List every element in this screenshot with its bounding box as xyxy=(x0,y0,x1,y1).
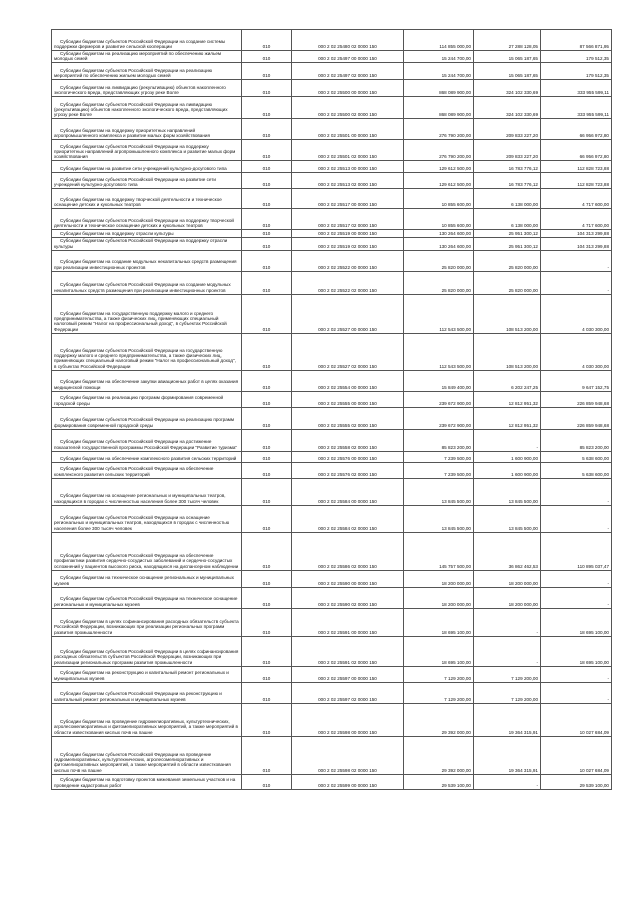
row-remaining-amount-cell: 18 695 100,00 xyxy=(541,608,612,636)
row-name-cell xyxy=(52,608,242,636)
row-approved-amount-cell: 129 612 500,00 xyxy=(404,173,474,189)
row-name-cell xyxy=(52,230,242,238)
table-row xyxy=(52,230,612,238)
row-admin-code-cell: 010 xyxy=(242,451,292,462)
table-row xyxy=(52,703,612,736)
row-executed-amount-cell: 12 812 951,32 xyxy=(474,407,541,429)
row-name-cell xyxy=(52,119,242,140)
row-budget-code-cell: 000 2 02 25500 02 0000 150 xyxy=(292,97,404,119)
row-name-text: Субсидии бюджетам субъектов Российской Федерации на реализацию мероприятий по обеспечению жильем молодых семей xyxy=(54,68,213,79)
row-budget-code-cell: 000 2 02 25517 02 0000 150 xyxy=(292,209,404,230)
row-name-cell xyxy=(52,63,242,80)
row-executed-amount-cell: 36 862 462,53 xyxy=(474,532,541,570)
row-approved-amount-cell: 13 845 500,00 xyxy=(404,478,474,505)
row-remaining-amount-cell: 10 027 684,09 xyxy=(541,703,612,736)
row-name-text: Субсидии бюджетам субъектов Российской Федерации на поддержку отрасли культуры xyxy=(54,238,228,249)
row-admin-code-cell: 010 xyxy=(242,682,292,703)
row-remaining-amount-cell: 226 859 948,68 xyxy=(541,407,612,429)
row-admin-code-cell: 010 xyxy=(242,333,292,370)
row-remaining-amount-cell: 333 955 599,11 xyxy=(541,80,612,97)
row-approved-amount-cell: 112 543 500,00 xyxy=(404,333,474,370)
row-admin-code-cell: 010 xyxy=(242,209,292,230)
table-row xyxy=(52,370,612,391)
table-row xyxy=(52,636,612,666)
row-executed-amount-cell: - xyxy=(474,429,541,451)
row-budget-code-cell: 000 2 02 25597 02 0000 150 xyxy=(292,682,404,703)
row-approved-amount-cell: 13 845 500,00 xyxy=(404,505,474,532)
row-approved-amount-cell: 129 612 500,00 xyxy=(404,161,474,173)
row-remaining-amount-cell: 5 638 600,00 xyxy=(541,462,612,478)
table-row xyxy=(52,173,612,189)
row-name-cell xyxy=(52,391,242,407)
table-row xyxy=(52,391,612,407)
row-budget-code-cell: 000 2 02 25591 00 0000 150 xyxy=(292,608,404,636)
row-admin-code-cell: 010 xyxy=(242,532,292,570)
row-name-text: Субсидии бюджетам субъектов Российской Федерации на развитие сети учреждений культурно-досугового типа xyxy=(54,177,216,188)
table-row xyxy=(52,140,612,161)
table-row xyxy=(52,80,612,97)
row-executed-amount-cell: 18 200 000,00 xyxy=(474,587,541,608)
row-name-cell xyxy=(52,587,242,608)
table-row xyxy=(52,570,612,587)
table-row xyxy=(52,505,612,532)
row-remaining-amount-cell: 179 512,35 xyxy=(541,63,612,80)
row-remaining-amount-cell: - xyxy=(541,250,612,271)
row-budget-code-cell: 000 2 02 25519 00 0000 150 xyxy=(292,230,404,238)
row-name-cell xyxy=(52,271,242,294)
row-name-text: Субсидии бюджетам на поддержку отрасли культуры xyxy=(60,231,174,237)
row-name-cell xyxy=(52,666,242,682)
row-remaining-amount-cell: 4 030 300,00 xyxy=(541,333,612,370)
row-executed-amount-cell: 13 845 500,00 xyxy=(474,505,541,532)
row-budget-code-cell: 000 2 02 25497 02 0000 150 xyxy=(292,63,404,80)
row-name-text: Субсидии бюджетам на создание модульных некапитальных средств размещения при реализации инвестиционных проектов xyxy=(54,259,237,270)
row-executed-amount-cell: 18 200 000,00 xyxy=(474,570,541,587)
table-row xyxy=(52,119,612,140)
row-remaining-amount-cell: - xyxy=(541,271,612,294)
row-remaining-amount-cell: 110 895 037,47 xyxy=(541,532,612,570)
row-admin-code-cell: 010 xyxy=(242,189,292,209)
row-admin-code-cell: 010 xyxy=(242,462,292,478)
row-budget-code-cell: 000 2 02 25522 02 0000 150 xyxy=(292,271,404,294)
row-budget-code-cell: 000 2 02 25597 00 0000 150 xyxy=(292,666,404,682)
row-name-text: Субсидии бюджетам на ликвидацию (рекультивацию) объектов накопленного экологического вреда, представляющих угрозу реке Волге xyxy=(54,85,226,96)
row-name-cell xyxy=(52,294,242,333)
row-budget-code-cell: 000 2 02 25527 02 0000 150 xyxy=(292,333,404,370)
row-approved-amount-cell: 239 672 900,00 xyxy=(404,407,474,429)
row-name-cell xyxy=(52,774,242,789)
table-row xyxy=(52,666,612,682)
table-row xyxy=(52,271,612,294)
row-remaining-amount-cell: 87 566 871,95 xyxy=(541,30,612,51)
row-name-text: Субсидии бюджетам субъектов Российской Федерации на достижение показателей государственной программы Российской Федерации "Развитие туризма" xyxy=(54,439,238,450)
row-admin-code-cell: 010 xyxy=(242,30,292,51)
row-name-text: Субсидии бюджетам на реализацию программ формирования современной городской среды xyxy=(54,395,224,406)
table-row xyxy=(52,51,612,63)
row-name-cell xyxy=(52,478,242,505)
row-executed-amount-cell: 16 783 776,12 xyxy=(474,173,541,189)
row-approved-amount-cell: 18 695 100,00 xyxy=(404,636,474,666)
row-name-cell xyxy=(52,97,242,119)
row-admin-code-cell: 010 xyxy=(242,429,292,451)
row-approved-amount-cell: 239 672 900,00 xyxy=(404,391,474,407)
row-budget-code-cell: 000 2 02 25501 00 0000 150 xyxy=(292,119,404,140)
row-budget-code-cell: 000 2 02 25519 02 0000 150 xyxy=(292,238,404,250)
row-remaining-amount-cell: - xyxy=(541,570,612,587)
row-remaining-amount-cell: 179 512,35 xyxy=(541,51,612,63)
row-approved-amount-cell: 145 757 500,00 xyxy=(404,532,474,570)
row-admin-code-cell: 010 xyxy=(242,230,292,238)
row-executed-amount-cell: 324 102 330,69 xyxy=(474,80,541,97)
row-approved-amount-cell: 85 823 200,00 xyxy=(404,429,474,451)
row-approved-amount-cell: 29 539 100,00 xyxy=(404,774,474,789)
row-executed-amount-cell: 15 065 187,65 xyxy=(474,51,541,63)
row-admin-code-cell: 010 xyxy=(242,370,292,391)
row-executed-amount-cell: 25 820 000,00 xyxy=(474,250,541,271)
row-budget-code-cell: 000 2 02 25497 00 0000 150 xyxy=(292,51,404,63)
row-admin-code-cell: 010 xyxy=(242,173,292,189)
table-row xyxy=(52,294,612,333)
row-approved-amount-cell: 25 820 000,00 xyxy=(404,250,474,271)
row-name-cell xyxy=(52,189,242,209)
row-name-text: Субсидии бюджетам субъектов Российской Федерации на поддержку приоритетных направлений агропромышленного комплекса и развитие малых форм хозяйствования xyxy=(54,143,236,160)
row-name-cell xyxy=(52,80,242,97)
row-approved-amount-cell: 18 200 000,00 xyxy=(404,570,474,587)
row-remaining-amount-cell: 4 717 600,00 xyxy=(541,209,612,230)
row-remaining-amount-cell: 66 956 972,80 xyxy=(541,119,612,140)
row-remaining-amount-cell: - xyxy=(541,505,612,532)
row-budget-code-cell: 000 2 02 25576 00 0000 150 xyxy=(292,451,404,462)
row-name-cell xyxy=(52,140,242,161)
row-admin-code-cell: 010 xyxy=(242,51,292,63)
table-row xyxy=(52,189,612,209)
row-executed-amount-cell: 16 783 776,12 xyxy=(474,161,541,173)
row-admin-code-cell: 010 xyxy=(242,238,292,250)
row-admin-code-cell: 010 xyxy=(242,271,292,294)
row-budget-code-cell: 000 2 02 25513 02 0000 150 xyxy=(292,173,404,189)
row-name-text: Субсидии бюджетам на развитие сети учреждений культурно-досугового типа xyxy=(60,166,227,172)
table-row xyxy=(52,774,612,789)
row-approved-amount-cell: 25 820 000,00 xyxy=(404,271,474,294)
row-name-cell xyxy=(52,462,242,478)
row-remaining-amount-cell: 112 828 723,88 xyxy=(541,173,612,189)
table-row xyxy=(52,451,612,462)
row-name-cell xyxy=(52,161,242,173)
row-approved-amount-cell: 7 239 500,00 xyxy=(404,451,474,462)
row-remaining-amount-cell: 112 828 723,88 xyxy=(541,161,612,173)
row-budget-code-cell: 000 2 02 25584 00 0000 150 xyxy=(292,478,404,505)
row-name-cell xyxy=(52,451,242,462)
row-budget-code-cell: 000 2 02 25501 02 0000 150 xyxy=(292,140,404,161)
table-row xyxy=(52,97,612,119)
row-executed-amount-cell: 1 600 900,00 xyxy=(474,451,541,462)
row-name-text: Субсидии бюджетам на обеспечение комплексного развития сельских территорий xyxy=(60,455,237,461)
row-executed-amount-cell: - xyxy=(474,636,541,666)
row-executed-amount-cell: - xyxy=(474,608,541,636)
table-row xyxy=(52,209,612,230)
row-remaining-amount-cell: 4 030 300,00 xyxy=(541,294,612,333)
row-name-cell xyxy=(52,333,242,370)
row-executed-amount-cell: 209 833 227,20 xyxy=(474,119,541,140)
row-remaining-amount-cell: 18 695 100,00 xyxy=(541,636,612,666)
row-approved-amount-cell: 868 089 900,00 xyxy=(404,97,474,119)
row-executed-amount-cell: 1 600 900,00 xyxy=(474,462,541,478)
row-budget-code-cell: 000 2 02 25590 00 0000 150 xyxy=(292,570,404,587)
row-budget-code-cell: 000 2 02 25586 02 0000 150 xyxy=(292,532,404,570)
row-name-text: Субсидии бюджетам субъектов Российской Федерации на поддержку творческой деятельности и техническое оснащение детских и кукольных театров xyxy=(54,218,234,229)
row-name-text: Субсидии бюджетам субъектов Российской Федерации на обеспечение комплексного развития сельских территорий xyxy=(54,466,214,477)
budget-table xyxy=(51,29,612,790)
row-remaining-amount-cell: 104 313 299,88 xyxy=(541,238,612,250)
row-name-text: Субсидии бюджетам субъектов Российской Федерации на создание модульных некапитальных средств размещения при реализации инвестиционных проектов xyxy=(54,282,231,293)
row-name-cell xyxy=(52,570,242,587)
row-name-cell xyxy=(52,238,242,250)
row-name-cell xyxy=(52,173,242,189)
row-executed-amount-cell: 7 129 200,00 xyxy=(474,666,541,682)
row-name-cell xyxy=(52,250,242,271)
row-approved-amount-cell: 10 855 600,00 xyxy=(404,209,474,230)
row-budget-code-cell: 000 2 02 25480 02 0000 150 xyxy=(292,30,404,51)
table-row xyxy=(52,333,612,370)
row-remaining-amount-cell: - xyxy=(541,682,612,703)
row-approved-amount-cell: 114 855 000,00 xyxy=(404,30,474,51)
row-name-text: Субсидии бюджетам на оснащение региональных и муниципальных театров, находящихся в городах с численностью населения более 300 тысяч человек xyxy=(54,493,226,504)
row-approved-amount-cell: 276 790 200,00 xyxy=(404,140,474,161)
row-name-text: Субсидии бюджетам субъектов Российской Федерации на оснащение региональных и муниципальных театров, находящихся в городах с численностью населения более 300 тысяч человек xyxy=(54,514,230,531)
row-executed-amount-cell: - xyxy=(474,774,541,789)
table-row xyxy=(52,682,612,703)
row-executed-amount-cell: 13 845 500,00 xyxy=(474,478,541,505)
row-admin-code-cell: 010 xyxy=(242,391,292,407)
row-admin-code-cell: 010 xyxy=(242,587,292,608)
row-admin-code-cell: 010 xyxy=(242,774,292,789)
row-admin-code-cell: 010 xyxy=(242,736,292,774)
row-name-cell xyxy=(52,636,242,666)
table-row xyxy=(52,161,612,173)
row-name-text: Субсидии бюджетам субъектов Российской Федерации на создание системы поддержки фермеров и развитие сельской кооперации xyxy=(54,38,226,50)
table-row xyxy=(52,532,612,570)
row-remaining-amount-cell: 66 956 972,80 xyxy=(541,140,612,161)
row-admin-code-cell: 010 xyxy=(242,140,292,161)
row-budget-code-cell: 000 2 02 25554 00 0000 150 xyxy=(292,370,404,391)
row-executed-amount-cell: 25 820 000,00 xyxy=(474,271,541,294)
row-name-text: Субсидии бюджетам на поддержку творческой деятельности и техническое оснащение детских и кукольных театров xyxy=(54,197,222,208)
row-approved-amount-cell: 29 392 000,00 xyxy=(404,703,474,736)
row-executed-amount-cell: 15 065 187,65 xyxy=(474,63,541,80)
row-budget-code-cell: 000 2 02 25599 00 0000 150 xyxy=(292,774,404,789)
row-name-cell xyxy=(52,30,242,51)
row-approved-amount-cell: 15 849 400,00 xyxy=(404,370,474,391)
table-row xyxy=(52,587,612,608)
row-admin-code-cell: 010 xyxy=(242,636,292,666)
row-remaining-amount-cell: 10 027 684,09 xyxy=(541,736,612,774)
row-approved-amount-cell: 130 264 600,00 xyxy=(404,238,474,250)
row-admin-code-cell: 010 xyxy=(242,97,292,119)
row-executed-amount-cell: 25 951 300,12 xyxy=(474,230,541,238)
row-admin-code-cell: 010 xyxy=(242,407,292,429)
row-executed-amount-cell: 6 138 000,00 xyxy=(474,189,541,209)
row-name-text: Субсидии бюджетам субъектов Российской Федерации на техническое оснащение региональных и муниципальных музеев xyxy=(54,596,238,607)
row-name-cell xyxy=(52,505,242,532)
row-budget-code-cell: 000 2 02 25555 00 0000 150 xyxy=(292,391,404,407)
row-remaining-amount-cell: 333 955 599,11 xyxy=(541,97,612,119)
row-admin-code-cell: 010 xyxy=(242,294,292,333)
row-remaining-amount-cell: 9 647 152,75 xyxy=(541,370,612,391)
row-name-cell xyxy=(52,370,242,391)
row-remaining-amount-cell: 29 539 100,00 xyxy=(541,774,612,789)
row-admin-code-cell: 010 xyxy=(242,63,292,80)
table-row xyxy=(52,63,612,80)
row-admin-code-cell: 010 xyxy=(242,608,292,636)
row-approved-amount-cell: 7 129 200,00 xyxy=(404,682,474,703)
row-admin-code-cell: 010 xyxy=(242,478,292,505)
row-budget-code-cell: 000 2 02 25527 00 0000 150 xyxy=(292,294,404,333)
row-budget-code-cell: 000 2 02 25522 00 0000 150 xyxy=(292,250,404,271)
row-budget-code-cell: 000 2 02 25590 02 0000 150 xyxy=(292,587,404,608)
row-name-cell xyxy=(52,703,242,736)
row-approved-amount-cell: 15 244 700,00 xyxy=(404,63,474,80)
row-name-text: Субсидии бюджетам на подготовку проектов межевания земельных участков и на проведение кадастровых работ xyxy=(54,777,236,788)
row-approved-amount-cell: 868 089 900,00 xyxy=(404,80,474,97)
row-executed-amount-cell: 12 812 951,32 xyxy=(474,391,541,407)
row-budget-code-cell: 000 2 02 25517 00 0000 150 xyxy=(292,189,404,209)
row-name-text: Субсидии бюджетам на обеспечение закупки авиационных работ в целях оказания медицинской помощи xyxy=(54,379,239,390)
row-name-text: Субсидии бюджетам субъектов Российской Федерации в целях софинансирования расходных обязательств субъектов Российской Федерации, возникающих при реализации региональных программ развития промышленности xyxy=(54,648,239,665)
row-remaining-amount-cell: 5 638 600,00 xyxy=(541,451,612,462)
row-approved-amount-cell: 130 264 600,00 xyxy=(404,230,474,238)
table-row xyxy=(52,462,612,478)
row-name-text: Субсидии бюджетам субъектов Российской Федерации на ликвидацию (рекультивацию) объектов накопленного экологического вреда, представляющих угрозу реке Волге xyxy=(54,101,228,118)
row-name-text: Субсидии бюджетам на поддержку приоритетных направлений агропромышленного комплекса и развитие малых форм хозяйствования xyxy=(54,128,210,139)
row-approved-amount-cell: 7 129 200,00 xyxy=(404,666,474,682)
table-row xyxy=(52,30,612,51)
table-row xyxy=(52,478,612,505)
row-name-cell xyxy=(52,51,242,63)
row-name-cell xyxy=(52,736,242,774)
row-approved-amount-cell: 276 790 200,00 xyxy=(404,119,474,140)
row-executed-amount-cell: 7 129 200,00 xyxy=(474,682,541,703)
row-admin-code-cell: 010 xyxy=(242,250,292,271)
row-budget-code-cell: 000 2 02 25500 00 0000 150 xyxy=(292,80,404,97)
row-executed-amount-cell: 324 102 330,69 xyxy=(474,97,541,119)
row-approved-amount-cell: 15 244 700,00 xyxy=(404,51,474,63)
row-admin-code-cell: 010 xyxy=(242,666,292,682)
row-admin-code-cell: 010 xyxy=(242,119,292,140)
row-name-text: Субсидии бюджетам на реконструкцию и капитальный ремонт региональных и муниципальных музеев xyxy=(54,670,229,681)
row-remaining-amount-cell: 85 823 200,00 xyxy=(541,429,612,451)
row-budget-code-cell: 000 2 02 25591 02 0000 150 xyxy=(292,636,404,666)
row-admin-code-cell: 010 xyxy=(242,161,292,173)
row-name-text: Субсидии бюджетам субъектов Российской Федерации на реализацию программ формирования современной городской среды xyxy=(54,417,235,428)
row-budget-code-cell: 000 2 02 25598 02 0000 150 xyxy=(292,736,404,774)
row-budget-code-cell: 000 2 02 25598 00 0000 150 xyxy=(292,703,404,736)
row-name-cell xyxy=(52,429,242,451)
row-name-text: Субсидии бюджетам субъектов Российской Федерации на обеспечение профилактики развития сердечно-сосудистых заболеваний и сердечно-сосудистых осложнений у пациентов высокого риска, находящихся на диспансерном наблюдении xyxy=(54,552,239,569)
row-name-text: Субсидии бюджетам в целях софинансирования расходных обязательств субъекта Российской Федерации, возникающих при реализации региональных программ развития промышленности xyxy=(54,618,239,635)
row-executed-amount-cell: 19 364 315,91 xyxy=(474,703,541,736)
row-budget-code-cell: 000 2 02 25558 02 0000 150 xyxy=(292,429,404,451)
row-remaining-amount-cell: - xyxy=(541,666,612,682)
row-remaining-amount-cell: 226 859 948,68 xyxy=(541,391,612,407)
row-executed-amount-cell: 6 138 000,00 xyxy=(474,209,541,230)
table-row xyxy=(52,407,612,429)
table-row xyxy=(52,608,612,636)
row-name-text: Субсидии бюджетам на реализацию мероприятий по обеспечению жильем молодых семей xyxy=(54,51,222,62)
row-name-cell xyxy=(52,407,242,429)
table-row xyxy=(52,429,612,451)
row-approved-amount-cell: 18 695 100,00 xyxy=(404,608,474,636)
table-body xyxy=(52,30,612,790)
row-name-text: Субсидии бюджетам субъектов Российской Федерации на проведение гидромелиоративных, культуртехнических, агролесомелиоративных и фитомелиоративных мероприятий, а также мероприятий в области известкования кислых почв на пашне xyxy=(54,751,231,773)
row-executed-amount-cell: 108 513 200,00 xyxy=(474,294,541,333)
row-name-text: Субсидии бюджетам субъектов Российской Федерации на государственную поддержку малого и среднего предпринимательства, а также физических лиц, применяющих специальный налоговый режим "Налог на профессиональный доход", в субъектах Российской Федерации xyxy=(54,347,236,369)
row-approved-amount-cell: 29 392 000,00 xyxy=(404,736,474,774)
row-executed-amount-cell: 209 833 227,20 xyxy=(474,140,541,161)
row-executed-amount-cell: 25 951 300,12 xyxy=(474,238,541,250)
row-name-text: Субсидии бюджетам субъектов Российской Федерации на реконструкцию и капитальный ремонт региональных и муниципальных музеев xyxy=(54,691,222,702)
table-row xyxy=(52,736,612,774)
row-remaining-amount-cell: - xyxy=(541,478,612,505)
row-executed-amount-cell: 27 288 128,05 xyxy=(474,30,541,51)
table-row xyxy=(52,238,612,250)
row-executed-amount-cell: 6 202 247,25 xyxy=(474,370,541,391)
row-name-text: Субсидии бюджетам на проведение гидромелиоративных, культуртехнических, агролесомелиоративных и фитомелиоративных мероприятий, а также мероприятий в области известкования кислых почв на пашне xyxy=(54,718,238,735)
row-approved-amount-cell: 18 200 000,00 xyxy=(404,587,474,608)
row-remaining-amount-cell: - xyxy=(541,587,612,608)
row-name-text: Субсидии бюджетам на техническое оснащение региональных и муниципальных музеев xyxy=(54,575,234,586)
row-name-text: Субсидии бюджетам на государственную поддержку малого и среднего предпринимательства, а также физических лиц, применяющих специальный налоговый режим "Налог на профессиональный доход", в субъектах Российской Федерации xyxy=(54,310,227,332)
row-budget-code-cell: 000 2 02 25584 02 0000 150 xyxy=(292,505,404,532)
table-row xyxy=(52,250,612,271)
row-admin-code-cell: 010 xyxy=(242,570,292,587)
row-name-cell xyxy=(52,209,242,230)
row-budget-code-cell: 000 2 02 25576 02 0000 150 xyxy=(292,462,404,478)
row-admin-code-cell: 010 xyxy=(242,703,292,736)
row-budget-code-cell: 000 2 02 25555 02 0000 150 xyxy=(292,407,404,429)
row-executed-amount-cell: 108 513 200,00 xyxy=(474,333,541,370)
row-remaining-amount-cell: 104 313 299,88 xyxy=(541,230,612,238)
row-approved-amount-cell: 10 855 600,00 xyxy=(404,189,474,209)
row-budget-code-cell: 000 2 02 25513 00 0000 150 xyxy=(292,161,404,173)
row-admin-code-cell: 010 xyxy=(242,505,292,532)
row-remaining-amount-cell: 4 717 600,00 xyxy=(541,189,612,209)
row-name-cell xyxy=(52,532,242,570)
row-approved-amount-cell: 7 239 500,00 xyxy=(404,462,474,478)
row-admin-code-cell: 010 xyxy=(242,80,292,97)
row-executed-amount-cell: 19 364 315,91 xyxy=(474,736,541,774)
row-approved-amount-cell: 112 543 500,00 xyxy=(404,294,474,333)
row-name-cell xyxy=(52,682,242,703)
